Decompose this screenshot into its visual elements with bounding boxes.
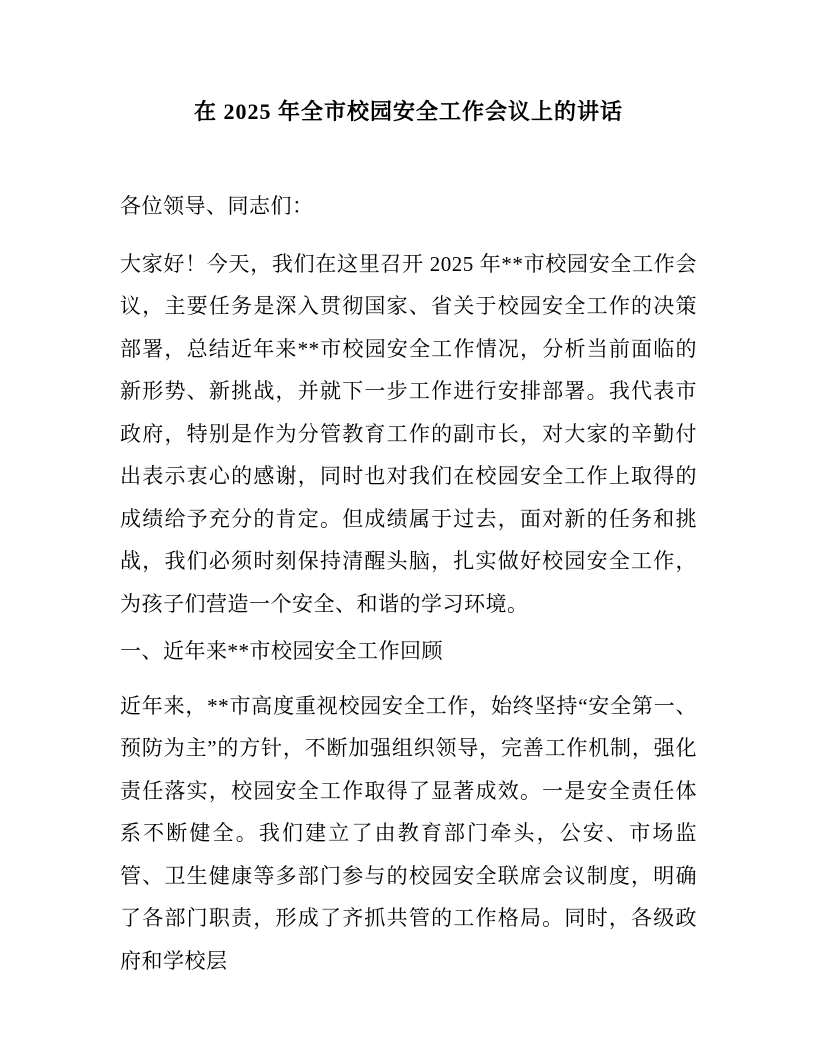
section-1-heading: 一、近年来**市校园安全工作回顾	[120, 639, 443, 663]
section-1-paragraph: 近年来，**市高度重视校园安全工作，始终坚持“安全第一、预防为主”的方针，不断加强组织领导，完善工作机制，强化责任落实，校园安全工作取得了显著成效。一是安全责任体系不断健全。我们建立了由教育部门牵头，公安、市场监管、卫生健康等多部门参与的校园安全联席会议制度，明确了各部门职责，形成了齐抓共管的工作格局。同时，各级政府和学校层	[120, 693, 697, 973]
salutation-line: 各位领导、同志们：	[120, 194, 314, 218]
opening-paragraph: 大家好！今天，我们在这里召开 2025 年**市校园安全工作会议，主要任务是深入贯彻国家、省关于校园安全工作的决策部署，总结近年来**市校园安全工作情况，分析当前面临的新形势、新挑战，并就下一步工作进行安排部署。我代表市政府，特别是作为分管教育工作的副市长，对大家的辛勤付出表示衷心的感谢，同时也对我们在校园安全工作上取得的成绩给予充分的肯定。但成绩属于过去，面对新的任务和挑战，我们必须时刻保持清醒头脑，扎实做好校园安全工作，为孩子们营造一个安全、和谐的学习环境。	[120, 251, 697, 616]
document-title: 在 2025 年全市校园安全工作会议上的讲话	[193, 99, 623, 124]
